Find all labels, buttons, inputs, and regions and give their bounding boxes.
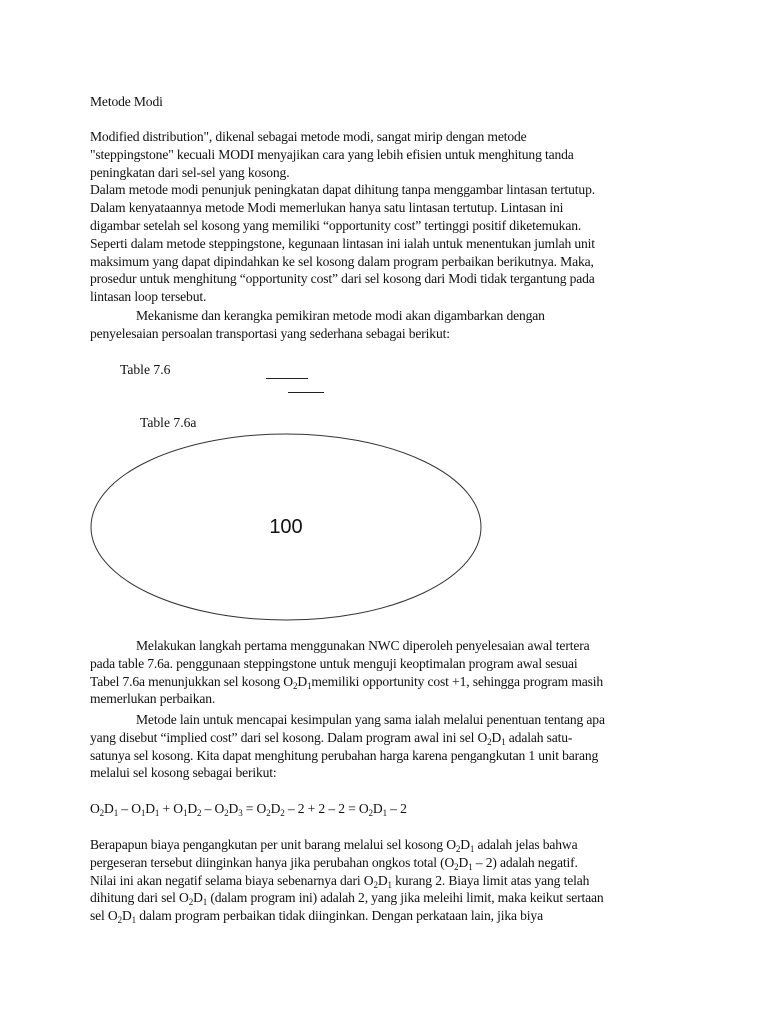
formula-line bbox=[90, 800, 690, 818]
text-span: memiliki opportunity cost +1, sehingga program masih bbox=[311, 673, 604, 689]
subscript: 2 bbox=[487, 736, 492, 747]
subscript: 1 bbox=[469, 844, 475, 854]
placeholder-line bbox=[288, 392, 324, 393]
text-line bbox=[90, 729, 690, 747]
text-span: Tabel 7.6a menunjukkan sel kosong O bbox=[90, 673, 293, 689]
text-span: D bbox=[187, 801, 197, 816]
text-line: Dalam metode modi penunjuk peningkatan dapat dihitung tanpa menggambar lintasan tertutup. bbox=[90, 182, 595, 198]
subscript: 2 bbox=[280, 808, 285, 818]
text-span: D bbox=[458, 854, 469, 870]
text-line: memerlukan perbaikan. bbox=[90, 691, 216, 707]
text-line: digambar setelah sel kosong yang memiliki “opportunity cost” tertinggi positif diketemukan. bbox=[90, 217, 582, 233]
text-span: sel O bbox=[90, 908, 118, 924]
text-span: Melakukan langkah pertama menggunakan NWC diperoleh penyelesaian awal tertera bbox=[136, 638, 590, 653]
subscript: 1 bbox=[113, 808, 119, 818]
text-span: D bbox=[491, 729, 502, 745]
subscript: 1 bbox=[387, 879, 392, 890]
paragraph-mechanism bbox=[90, 307, 690, 343]
text-span: pergeseran tersebut diinginkan hanya jika perubahan ongkos total (O bbox=[90, 854, 455, 870]
subscript: 3 bbox=[238, 808, 243, 818]
text-span: – 2 + 2 – 2 = O bbox=[284, 801, 369, 816]
text-span: – O bbox=[201, 801, 225, 816]
text-line: peningkatan dari sel-sel yang kosong. bbox=[90, 164, 290, 180]
text-span: Mekanisme dan kerangka pemikiran metode modi akan digambarkan dengan bbox=[136, 308, 545, 323]
text-line: pada table 7.6a. penggunaan steppingstone untuk menguji keoptimalan program awal sesuai bbox=[90, 655, 578, 671]
text-span: dihitung dari sel O bbox=[90, 890, 189, 906]
oval-value: 100 bbox=[269, 516, 303, 538]
text-line: Dalam kenyataannya metode Modi memerlukan hanya satu lintasan tertutup. Lintasan ini bbox=[90, 200, 564, 216]
subscript: 1 bbox=[154, 808, 160, 818]
document-title: Metode Modi bbox=[90, 94, 163, 109]
text-line bbox=[90, 637, 690, 655]
table-label-7-6: Table 7.6 bbox=[120, 362, 171, 377]
text-line bbox=[90, 889, 690, 907]
subscript: 1 bbox=[202, 897, 208, 908]
subscript: 2 bbox=[224, 808, 229, 818]
text-line: prosedur untuk menghitung “opportunity cost” dari sel kosong dari Modi tidak tergantung pada bbox=[90, 271, 595, 287]
subscript: 2 bbox=[292, 680, 298, 691]
text-span: Berapapun biaya pengangkutan per unit barang melalui sel kosong O bbox=[90, 837, 456, 852]
text-line bbox=[90, 836, 690, 854]
paragraph-intro bbox=[90, 128, 690, 306]
text-span: Metode lain untuk mencapai kesimpulan yang sama ialah melalui penentuan tentang apa bbox=[136, 712, 605, 727]
subscript: 1 bbox=[382, 808, 387, 818]
text-span: yang disebut “implied cost” dari sel kosong. Dalam program awal ini sel O bbox=[90, 729, 488, 745]
oval-shape bbox=[89, 432, 483, 622]
text-span: D bbox=[377, 872, 388, 888]
text-span: kurang 2. Biaya limit atas yang telah bbox=[391, 872, 590, 888]
subscript: 2 bbox=[196, 808, 202, 818]
text-line bbox=[90, 907, 690, 925]
text-span: D bbox=[297, 673, 307, 689]
text-span: D bbox=[145, 801, 155, 816]
subscript: 1 bbox=[182, 808, 188, 818]
subscript: 2 bbox=[99, 808, 105, 818]
text-line bbox=[90, 307, 690, 325]
subscript: 2 bbox=[188, 897, 194, 908]
subscript: 2 bbox=[117, 915, 122, 926]
text-line: Seperti dalam metode steppingstone, kegunaan lintasan ini ialah untuk menentukan jumlah unit bbox=[90, 235, 595, 251]
paragraph-nwc bbox=[90, 637, 690, 708]
text-span: Nilai ini akan negatif selama biaya sebenarnya dari O bbox=[90, 872, 374, 888]
text-span: D bbox=[104, 801, 114, 816]
text-span: = O bbox=[242, 801, 267, 816]
text-span: adalah satu- bbox=[508, 729, 573, 745]
subscript: 2 bbox=[266, 808, 271, 818]
text-line bbox=[90, 872, 690, 890]
text-span: dalam program perbaikan tidak diinginkan. Dengan perkataan lain, jika biya bbox=[135, 908, 543, 924]
text-span: O bbox=[90, 801, 100, 816]
table-label-7-6a: Table 7.6a bbox=[140, 415, 197, 430]
text-span: D bbox=[193, 890, 203, 906]
text-line: melalui sel kosong sebagai berikut: bbox=[90, 765, 277, 781]
text-line: lintasan loop tersebut. bbox=[90, 289, 207, 305]
text-line: maksimum yang dapat dipindahkan ke sel kosong dalam program perbaikan berikutnya. Maka, bbox=[90, 253, 594, 269]
text-span: D bbox=[460, 837, 470, 852]
text-line bbox=[90, 854, 690, 872]
text-line: satunya sel kosong. Kita dapat menghitung perubahan harga karena pengangkutan 1 unit barang bbox=[90, 747, 599, 763]
paragraph-limit-cost bbox=[90, 836, 690, 925]
placeholder-line bbox=[266, 378, 308, 379]
text-line bbox=[90, 673, 690, 691]
subscript: 2 bbox=[368, 808, 373, 818]
text-span: D bbox=[121, 908, 132, 924]
subscript: 1 bbox=[306, 680, 312, 691]
text-line: "steppingstone" kecuali MODI menyajikan cara yang lebih efisien untuk menghitung tanda bbox=[90, 146, 574, 162]
paragraph-implied-cost bbox=[90, 711, 690, 782]
subscript: 1 bbox=[468, 861, 473, 872]
text-span: D bbox=[270, 801, 281, 816]
subscript: 1 bbox=[140, 808, 146, 818]
subscript: 2 bbox=[454, 861, 459, 872]
subscript: 2 bbox=[373, 879, 378, 890]
subscript: 2 bbox=[455, 844, 461, 854]
text-span: – 2 bbox=[386, 801, 407, 816]
text-span: + O bbox=[159, 801, 183, 816]
text-line: Modified distribution", dikenal sebagai metode modi, sangat mirip dengan metode bbox=[90, 129, 527, 144]
subscript: 1 bbox=[501, 736, 506, 747]
text-line bbox=[90, 711, 690, 729]
subscript: 1 bbox=[131, 915, 136, 926]
text-span: D bbox=[228, 801, 239, 816]
text-span: D bbox=[372, 801, 383, 816]
text-line: penyelesaian persoalan transportasi yang sederhana sebagai berikut: bbox=[90, 325, 450, 341]
text-span: – O bbox=[118, 801, 141, 816]
text-span: (dalam program ini) adalah 2, yang jika meleihi limit, maka keikut sertaan bbox=[207, 890, 604, 906]
text-span: adalah jelas bahwa bbox=[477, 837, 578, 852]
text-span: – 2) adalah negatif. bbox=[472, 854, 578, 870]
